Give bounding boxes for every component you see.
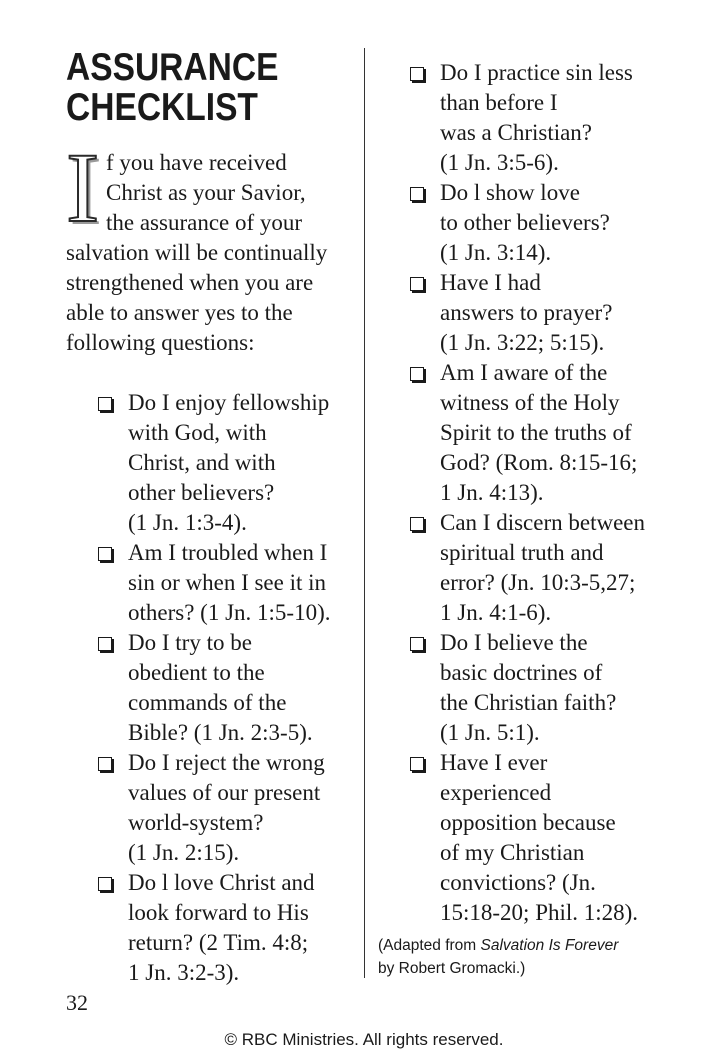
intro-line: salvation will be continually	[66, 240, 328, 265]
checklist-item-line: 1 Jn. 4:1-6).	[440, 600, 552, 625]
checklist-item-line: Am I aware of the	[440, 360, 608, 385]
checklist-item-line: Do l show love	[440, 180, 580, 205]
intro-line: strengthened when you are	[66, 270, 314, 295]
checklist-item	[408, 178, 708, 268]
source-line-1	[378, 934, 678, 957]
checklist-item-line: Have I had	[440, 270, 541, 295]
checklist-right	[408, 58, 708, 928]
checklist-item-line: (1 Jn. 3:5-6).	[440, 150, 559, 175]
checklist-item-line: (1 Jn. 3:14).	[440, 240, 552, 265]
title-line-2: CHECKLIST	[66, 86, 258, 129]
checkbox-icon	[98, 547, 112, 561]
column-divider	[364, 48, 365, 978]
page-title	[66, 48, 315, 128]
checklist-item-line: world-system?	[128, 810, 264, 835]
checklist-item-line: experienced	[440, 780, 552, 805]
checklist-item	[408, 358, 708, 508]
checklist-item	[96, 388, 356, 538]
checklist-item-line: (1 Jn. 3:22; 5:15).	[440, 330, 605, 355]
checklist-item	[96, 748, 356, 868]
checklist-item-line: 1 Jn. 4:13).	[440, 480, 544, 505]
checklist-item-line: witness of the Holy	[440, 390, 620, 415]
checklist-item-line: (1 Jn. 1:3-4).	[128, 510, 247, 535]
checklist-item-line: (1 Jn. 2:15).	[128, 840, 240, 865]
checklist-item-line: Bible? (1 Jn. 2:3-5).	[128, 720, 313, 745]
checklist-item-line: with God, with	[128, 420, 267, 445]
checklist-item-line: Am I troubled when I	[128, 540, 328, 565]
checklist-item-line: than before I	[440, 90, 558, 115]
checklist-item-line: opposition because	[440, 810, 616, 835]
intro-line: Christ as your Savior,	[106, 180, 306, 205]
checklist-item-line: the Christian faith?	[440, 690, 617, 715]
checklist-item	[96, 868, 356, 988]
checklist-item-line: basic doctrines of	[440, 660, 603, 685]
checklist-item-line: spiritual truth and	[440, 540, 604, 565]
checklist-left	[96, 388, 356, 988]
checkbox-icon	[410, 277, 424, 291]
checklist-item-line: others? (1 Jn. 1:5-10).	[128, 600, 331, 625]
checklist-item-line: sin or when I see it in	[128, 570, 327, 595]
intro-line: able to answer yes to the	[66, 300, 293, 325]
checkbox-icon	[410, 517, 424, 531]
checklist-item	[96, 628, 356, 748]
intro-line: f you have received	[106, 150, 287, 175]
checklist-item-line: (1 Jn. 5:1).	[440, 720, 540, 745]
checklist-item	[408, 748, 708, 928]
checkbox-icon	[410, 757, 424, 771]
checklist-item-line: Can I discern between	[440, 510, 646, 535]
checkbox-icon	[98, 637, 112, 651]
checklist-item-line: to other believers?	[440, 210, 610, 235]
checklist-item-line: Do I practice sin less	[440, 60, 633, 85]
checkbox-icon	[98, 877, 112, 891]
page-number: 32	[66, 990, 88, 1015]
checklist-item-line: Have I ever	[440, 750, 548, 775]
checkbox-icon	[98, 397, 112, 411]
checklist-item-line: Do I enjoy fellowship	[128, 390, 330, 415]
checklist-item-line: Do l love Christ and	[128, 870, 315, 895]
checklist-item	[408, 58, 708, 178]
checklist-item-line: convictions? (Jn.	[440, 870, 596, 895]
checklist-item-line: return? (2 Tim. 4:8;	[128, 930, 309, 955]
checkbox-icon	[410, 637, 424, 651]
checklist-item-line: Spirit to the truths of	[440, 420, 632, 445]
checklist-item-line: error? (Jn. 10:3-5,27;	[440, 570, 636, 595]
checklist-item-line: answers to prayer?	[440, 300, 613, 325]
checkbox-icon	[98, 757, 112, 771]
intro-line: the assurance of your	[106, 210, 303, 235]
checklist-item-line: Do I reject the wrong	[128, 750, 325, 775]
checklist-item-line: other believers?	[128, 480, 275, 505]
source-attribution	[378, 934, 678, 980]
checklist-item-line: 15:18-20; Phil. 1:28).	[440, 900, 639, 925]
checklist-item-line: was a Christian?	[440, 120, 593, 145]
checklist-item-line: of my Christian	[440, 840, 585, 865]
source-line-2: by Robert Gromacki.)	[378, 960, 526, 977]
drop-cap: I	[66, 132, 100, 243]
checklist-item	[96, 538, 356, 628]
source-prefix: (Adapted from	[378, 937, 481, 954]
checklist-item-line: commands of the	[128, 690, 287, 715]
checkbox-icon	[410, 367, 424, 381]
checklist-item	[408, 268, 708, 358]
intro-line: following questions:	[66, 330, 255, 355]
checklist-item	[408, 508, 708, 628]
checklist-item-line: Do I try to be	[128, 630, 252, 655]
copyright-footer: © RBC Ministries. All rights reserved.	[224, 1030, 504, 1049]
checklist-item-line: values of our present	[128, 780, 321, 805]
title-line-1: ASSURANCE	[66, 46, 279, 89]
checklist-item-line: Do I believe the	[440, 630, 588, 655]
checklist-item	[408, 628, 708, 748]
checklist-item-line: 1 Jn. 3:2-3).	[128, 960, 240, 985]
checklist-item-line: obedient to the	[128, 660, 265, 685]
checklist-item-line: Christ, and with	[128, 450, 276, 475]
checkbox-icon	[410, 187, 424, 201]
checkbox-icon	[410, 67, 424, 81]
source-book-title: Salvation Is Forever	[480, 937, 619, 954]
checklist-item-line: God? (Rom. 8:15-16;	[440, 450, 638, 475]
intro-paragraph	[66, 148, 356, 358]
checklist-item-line: look forward to His	[128, 900, 309, 925]
